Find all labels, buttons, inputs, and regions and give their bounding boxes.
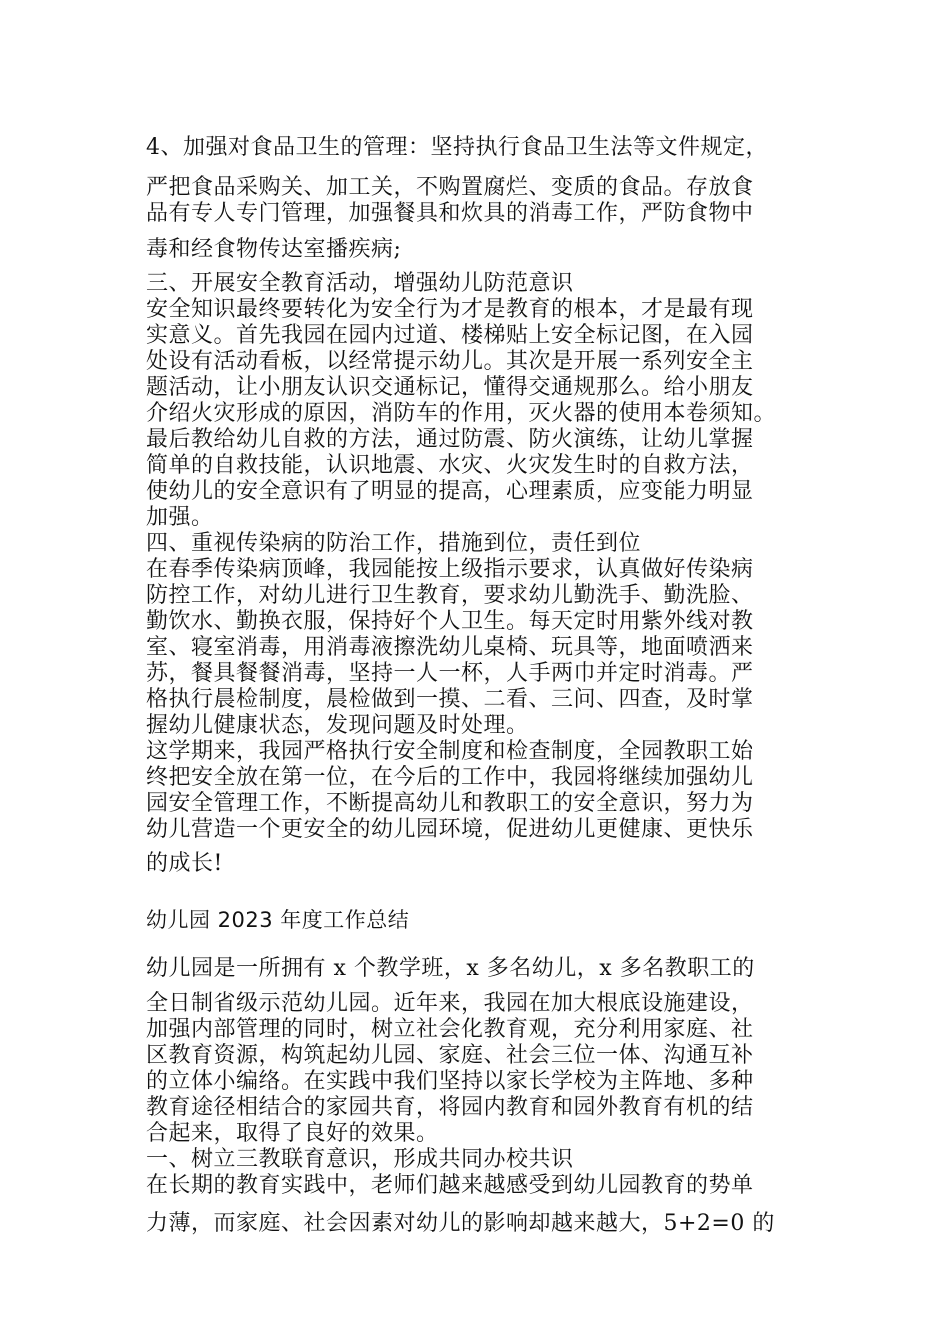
- text-line: 毒和经食物传达室播疾病;: [146, 237, 402, 262]
- text-line: 在长期的教育实践中，老师们越来越感受到幼儿园教育的势单: [146, 1173, 754, 1198]
- text-line: 全日制省级示范幼儿园。近年来，我园在加大根底设施建设，: [146, 991, 754, 1016]
- text-line: 题活动，让小朋友认识交通标记，懂得交通规那么。给小朋友: [146, 375, 754, 400]
- text-line: 简单的自救技能，认识地震、水灾、火灾发生时的自救方法，: [146, 453, 754, 478]
- text-line: 安全知识最终要转化为安全行为才是教育的根本，才是最有现: [146, 297, 754, 322]
- text-line: 的成长!: [146, 851, 223, 876]
- text-line: 教育途径相结合的家园共育，将园内教育和园外教育有机的结: [146, 1095, 754, 1120]
- text-line: 加强。: [146, 505, 214, 530]
- text-line: 室、寝室消毒，用消毒液擦洗幼儿桌椅、玩具等，地面喷洒来: [146, 635, 754, 660]
- text-line: 合起来，取得了良好的效果。: [146, 1121, 439, 1146]
- text-line: 4、加强对食品卫生的管理：坚持执行食品卫生法等文件规定，: [146, 135, 768, 160]
- text-line: 终把安全放在第一位，在今后的工作中，我园将继续加强幼儿: [146, 765, 754, 790]
- text-line: 处设有活动看板，以经常提示幼儿。其次是开展一系列安全主: [146, 349, 754, 374]
- text-line: 握幼儿健康状态，发现问题及时处理。: [146, 713, 529, 738]
- text-line: 力薄，而家庭、社会因素对幼儿的影响却越来越大，5+2=0 的: [146, 1211, 775, 1236]
- text-line: 格执行晨检制度，晨检做到一摸、二看、三问、四查，及时掌: [146, 687, 754, 712]
- text-line: 区教育资源，构筑起幼儿园、家庭、社会三位一体、沟通互补: [146, 1043, 754, 1068]
- section-heading: 四、重视传染病的防治工作，措施到位，责任到位: [146, 531, 642, 556]
- text-line: 严把食品采购关、加工关，不购置腐烂、变质的食品。存放食: [146, 175, 754, 200]
- text-line: 使幼儿的安全意识有了明显的提高，心理素质，应变能力明显: [146, 479, 754, 504]
- text-line: 勤饮水、勤换衣服，保持好个人卫生。每天定时用紫外线对教: [146, 609, 754, 634]
- text-line: 幼儿园是一所拥有 x 个教学班，x 多名幼儿，x 多名教职工的: [146, 956, 755, 981]
- section-heading: 三、开展安全教育活动，增强幼儿防范意识: [146, 271, 574, 296]
- text-line: 加强内部管理的同时，树立社会化教育观，充分利用家庭、社: [146, 1017, 754, 1042]
- text-line: 品有专人专门管理，加强餐具和炊具的消毒工作，严防食物中: [146, 201, 754, 226]
- text-line: 苏，餐具餐餐消毒，坚持一人一杯，人手两巾并定时消毒。严: [146, 661, 754, 686]
- text-line: 介绍火灾形成的原因，消防车的作用，灭火器的使用本卷须知。: [146, 401, 777, 426]
- text-line: 防控工作，对幼儿进行卫生教育，要求幼儿勤洗手、勤洗脸、: [146, 583, 754, 608]
- document-title: 幼儿园 2023 年度工作总结: [146, 908, 410, 932]
- text-line: 在春季传染病顶峰，我园能按上级指示要求，认真做好传染病: [146, 557, 754, 582]
- text-line: 幼儿营造一个更安全的幼儿园环境，促进幼儿更健康、更快乐: [146, 817, 754, 842]
- text-line: 园安全管理工作，不断提高幼儿和教职工的安全意识，努力为: [146, 791, 754, 816]
- text-line: 的立体小编络。在实践中我们坚持以家长学校为主阵地、多种: [146, 1069, 754, 1094]
- text-line: 最后教给幼儿自救的方法，通过防震、防火演练，让幼儿掌握: [146, 427, 754, 452]
- text-line: 实意义。首先我园在园内过道、楼梯贴上安全标记图，在入园: [146, 323, 754, 348]
- text-line: 这学期来，我园严格执行安全制度和检查制度，全园教职工始: [146, 739, 754, 764]
- section-heading: 一、树立三教联育意识，形成共同办校共识: [146, 1147, 574, 1172]
